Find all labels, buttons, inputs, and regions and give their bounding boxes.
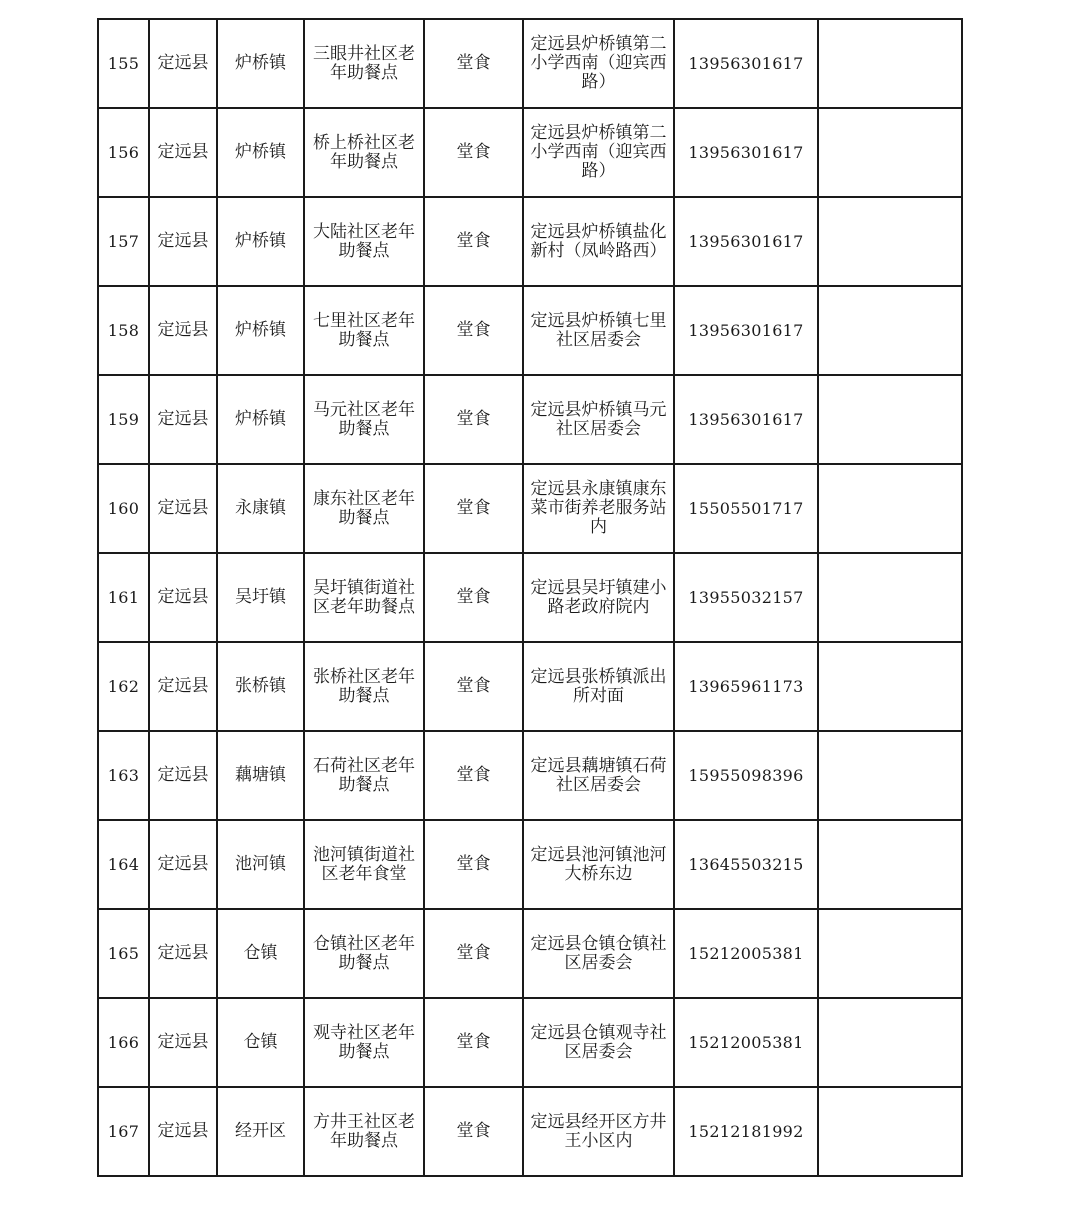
service-type-cell-text: 堂食 [456, 765, 491, 785]
service-type-cell [424, 731, 523, 820]
address-cell [523, 820, 674, 909]
service-type-cell-text: 堂食 [456, 53, 491, 73]
document-page [97, 18, 961, 1177]
address-cell-text: 定远县炉桥镇盐化新村（凤岭路西） [530, 221, 667, 261]
address-cell-text: 定远县吴圩镇建小路老政府院内 [530, 577, 667, 617]
town-cell [217, 375, 304, 464]
county-cell [149, 286, 217, 375]
address-cell-text: 定远县张桥镇派出所对面 [530, 666, 667, 706]
phone-cell-text: 13956301617 [688, 54, 804, 73]
row-number [98, 642, 149, 731]
row-number-text: 162 [107, 677, 140, 696]
row-number-text: 167 [107, 1122, 140, 1141]
phone-cell [674, 731, 818, 820]
phone-cell-text: 15955098396 [688, 766, 804, 785]
county-cell-text: 定远县 [157, 320, 209, 340]
meal-point-name-cell-text: 马元社区老年助餐点 [313, 399, 415, 439]
meal-point-name-cell-text: 七里社区老年助餐点 [313, 310, 415, 350]
meal-point-name-cell [304, 998, 424, 1087]
town-cell-text: 张桥镇 [235, 676, 286, 696]
phone-cell-text: 13956301617 [688, 232, 804, 251]
town-cell-text: 永康镇 [235, 498, 286, 518]
row-number [98, 464, 149, 553]
service-type-cell-text: 堂食 [456, 1032, 491, 1052]
county-cell-text: 定远县 [157, 231, 209, 251]
phone-cell-text: 13956301617 [688, 321, 804, 340]
address-cell [523, 998, 674, 1087]
address-cell [523, 731, 674, 820]
row-number [98, 19, 149, 108]
note-cell [818, 731, 962, 820]
table-row [98, 464, 962, 553]
service-type-cell [424, 197, 523, 286]
county-cell [149, 731, 217, 820]
row-number-text: 157 [107, 232, 140, 251]
table-row [98, 197, 962, 286]
county-cell-text: 定远县 [157, 498, 209, 518]
table-body [98, 19, 962, 1176]
service-type-cell [424, 642, 523, 731]
note-cell [818, 820, 962, 909]
row-number-text: 164 [107, 855, 140, 874]
phone-cell [674, 820, 818, 909]
table-row [98, 553, 962, 642]
address-cell [523, 553, 674, 642]
phone-cell-text: 15212181992 [688, 1122, 804, 1141]
town-cell-text: 仓镇 [243, 943, 278, 963]
table-row [98, 19, 962, 108]
county-cell-text: 定远县 [157, 854, 209, 874]
address-cell-text: 定远县炉桥镇第二小学西南（迎宾西路） [530, 123, 667, 181]
row-number [98, 286, 149, 375]
service-type-cell-text: 堂食 [456, 943, 491, 963]
address-cell-text: 定远县炉桥镇马元社区居委会 [530, 399, 667, 439]
row-number-text: 166 [107, 1033, 140, 1052]
table-row [98, 998, 962, 1087]
county-cell-text: 定远县 [157, 1121, 209, 1141]
note-cell [818, 909, 962, 998]
meal-point-name-cell-text: 吴圩镇街道社区老年助餐点 [313, 577, 415, 617]
meal-point-name-cell [304, 820, 424, 909]
meal-point-name-cell-text: 张桥社区老年助餐点 [313, 666, 415, 706]
row-number [98, 197, 149, 286]
town-cell [217, 642, 304, 731]
service-type-cell [424, 19, 523, 108]
table-row [98, 108, 962, 197]
row-number-text: 158 [107, 321, 140, 340]
address-cell [523, 1087, 674, 1176]
table-row [98, 286, 962, 375]
service-type-cell-text: 堂食 [456, 854, 491, 874]
row-number-text: 156 [107, 143, 140, 162]
phone-cell [674, 19, 818, 108]
address-cell-text: 定远县炉桥镇七里社区居委会 [530, 310, 667, 350]
meal-point-name-cell [304, 286, 424, 375]
meal-point-name-cell [304, 731, 424, 820]
table-row [98, 909, 962, 998]
note-cell [818, 998, 962, 1087]
town-cell [217, 1087, 304, 1176]
meal-point-name-cell-text: 仓镇社区老年助餐点 [313, 933, 415, 973]
county-cell-text: 定远县 [157, 1032, 209, 1052]
address-cell-text: 定远县永康镇康东菜市街养老服务站内 [530, 479, 667, 537]
town-cell-text: 仓镇 [243, 1032, 278, 1052]
phone-cell-text: 13645503215 [688, 855, 804, 874]
county-cell-text: 定远县 [157, 142, 209, 162]
service-type-cell [424, 464, 523, 553]
county-cell [149, 108, 217, 197]
town-cell-text: 炉桥镇 [235, 409, 286, 429]
service-type-cell-text: 堂食 [456, 587, 491, 607]
meal-point-name-cell-text: 康东社区老年助餐点 [313, 488, 415, 528]
county-cell-text: 定远县 [157, 53, 209, 73]
town-cell [217, 731, 304, 820]
address-cell [523, 19, 674, 108]
meal-point-name-cell-text: 池河镇街道社区老年食堂 [313, 844, 415, 884]
row-number-text: 155 [107, 54, 140, 73]
phone-cell-text: 15212005381 [688, 944, 804, 963]
county-cell [149, 375, 217, 464]
town-cell [217, 820, 304, 909]
table-row [98, 731, 962, 820]
meal-point-name-cell [304, 108, 424, 197]
town-cell [217, 286, 304, 375]
row-number [98, 553, 149, 642]
meal-point-name-cell-text: 三眼井社区老年助餐点 [313, 43, 415, 83]
table-row [98, 1087, 962, 1176]
town-cell-text: 炉桥镇 [235, 142, 286, 162]
county-cell-text: 定远县 [157, 676, 209, 696]
address-cell [523, 286, 674, 375]
meal-point-name-cell-text: 方井王社区老年助餐点 [313, 1111, 415, 1151]
phone-cell [674, 909, 818, 998]
meal-point-name-cell [304, 19, 424, 108]
phone-cell-text: 15505501717 [688, 499, 804, 518]
service-type-cell [424, 1087, 523, 1176]
county-cell [149, 642, 217, 731]
meal-point-name-cell [304, 197, 424, 286]
town-cell-text: 炉桥镇 [235, 320, 286, 340]
note-cell [818, 553, 962, 642]
phone-cell [674, 197, 818, 286]
phone-cell [674, 1087, 818, 1176]
meal-point-name-cell-text: 大陆社区老年助餐点 [313, 221, 415, 261]
town-cell-text: 炉桥镇 [235, 231, 286, 251]
town-cell [217, 553, 304, 642]
meal-point-name-cell [304, 642, 424, 731]
address-cell-text: 定远县仓镇仓镇社区居委会 [530, 933, 667, 973]
address-cell-text: 定远县藕塘镇石荷社区居委会 [530, 755, 667, 795]
service-type-cell [424, 108, 523, 197]
county-cell-text: 定远县 [157, 765, 209, 785]
town-cell [217, 998, 304, 1087]
county-cell [149, 909, 217, 998]
address-cell-text: 定远县仓镇观寺社区居委会 [530, 1022, 667, 1062]
address-cell [523, 642, 674, 731]
phone-cell [674, 553, 818, 642]
town-cell [217, 197, 304, 286]
note-cell [818, 108, 962, 197]
meal-point-name-cell [304, 553, 424, 642]
address-cell [523, 197, 674, 286]
phone-cell [674, 108, 818, 197]
county-cell [149, 19, 217, 108]
phone-cell [674, 286, 818, 375]
town-cell [217, 108, 304, 197]
service-type-cell-text: 堂食 [456, 409, 491, 429]
table-row [98, 375, 962, 464]
address-cell-text: 定远县炉桥镇第二小学西南（迎宾西路） [530, 34, 667, 92]
phone-cell [674, 998, 818, 1087]
row-number-text: 165 [107, 944, 140, 963]
phone-cell-text: 13955032157 [688, 588, 804, 607]
town-cell-text: 吴圩镇 [235, 587, 286, 607]
phone-cell [674, 642, 818, 731]
meal-point-table [97, 18, 963, 1177]
county-cell [149, 553, 217, 642]
town-cell-text: 经开区 [235, 1121, 286, 1141]
row-number-text: 159 [107, 410, 140, 429]
county-cell-text: 定远县 [157, 409, 209, 429]
row-number-text: 160 [107, 499, 140, 518]
note-cell [818, 642, 962, 731]
service-type-cell-text: 堂食 [456, 1121, 491, 1141]
note-cell [818, 464, 962, 553]
meal-point-name-cell [304, 1087, 424, 1176]
county-cell [149, 464, 217, 553]
service-type-cell [424, 820, 523, 909]
phone-cell-text: 13965961173 [688, 677, 804, 696]
service-type-cell-text: 堂食 [456, 142, 491, 162]
town-cell-text: 藕塘镇 [235, 765, 286, 785]
town-cell [217, 909, 304, 998]
service-type-cell [424, 286, 523, 375]
address-cell [523, 108, 674, 197]
note-cell [818, 286, 962, 375]
town-cell-text: 池河镇 [235, 854, 286, 874]
note-cell [818, 375, 962, 464]
service-type-cell-text: 堂食 [456, 676, 491, 696]
row-number-text: 163 [107, 766, 140, 785]
table-row [98, 642, 962, 731]
service-type-cell-text: 堂食 [456, 498, 491, 518]
note-cell [818, 1087, 962, 1176]
table-row [98, 820, 962, 909]
county-cell [149, 998, 217, 1087]
note-cell [818, 197, 962, 286]
row-number [98, 998, 149, 1087]
service-type-cell-text: 堂食 [456, 231, 491, 251]
row-number [98, 375, 149, 464]
county-cell [149, 1087, 217, 1176]
meal-point-name-cell-text: 石荷社区老年助餐点 [313, 755, 415, 795]
county-cell [149, 197, 217, 286]
county-cell-text: 定远县 [157, 943, 209, 963]
service-type-cell [424, 909, 523, 998]
phone-cell [674, 464, 818, 553]
meal-point-name-cell-text: 观寺社区老年助餐点 [313, 1022, 415, 1062]
row-number [98, 1087, 149, 1176]
row-number [98, 820, 149, 909]
address-cell [523, 375, 674, 464]
address-cell-text: 定远县池河镇池河大桥东边 [530, 844, 667, 884]
phone-cell-text: 13956301617 [688, 143, 804, 162]
address-cell [523, 909, 674, 998]
row-number [98, 731, 149, 820]
meal-point-name-cell [304, 375, 424, 464]
phone-cell [674, 375, 818, 464]
address-cell-text: 定远县经开区方井王小区内 [530, 1111, 667, 1151]
service-type-cell [424, 553, 523, 642]
town-cell [217, 19, 304, 108]
county-cell-text: 定远县 [157, 587, 209, 607]
row-number [98, 909, 149, 998]
meal-point-name-cell [304, 909, 424, 998]
town-cell [217, 464, 304, 553]
town-cell-text: 炉桥镇 [235, 53, 286, 73]
phone-cell-text: 15212005381 [688, 1033, 804, 1052]
phone-cell-text: 13956301617 [688, 410, 804, 429]
meal-point-name-cell-text: 桥上桥社区老年助餐点 [313, 132, 415, 172]
service-type-cell [424, 375, 523, 464]
row-number [98, 108, 149, 197]
row-number-text: 161 [107, 588, 140, 607]
address-cell [523, 464, 674, 553]
meal-point-name-cell [304, 464, 424, 553]
county-cell [149, 820, 217, 909]
service-type-cell-text: 堂食 [456, 320, 491, 340]
service-type-cell [424, 998, 523, 1087]
note-cell [818, 19, 962, 108]
